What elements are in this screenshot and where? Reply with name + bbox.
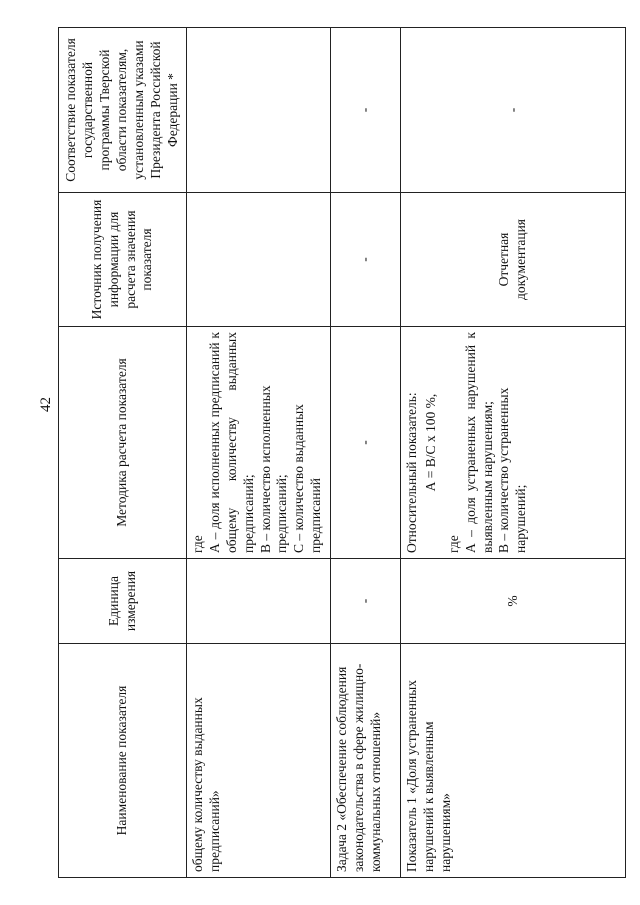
cell-compliance: [187, 28, 331, 193]
indicator-table: [58, 27, 626, 878]
method-line: С – количество выданных предписаний: [291, 404, 324, 553]
cell-name: Показатель 1 «Доля устраненных нарушений к выявленным нарушениям»: [401, 644, 626, 878]
cell-method: [187, 327, 331, 559]
cell-name: Задача 2 «Обеспечение соблюдения законодательства в сфере жилищно-коммунальных отношений»: [331, 644, 401, 878]
cell-unit: [187, 559, 331, 644]
cell-source: Отчетная документация: [401, 193, 626, 327]
method-line: где: [445, 535, 461, 553]
method-formula: А = В/С x 100 %,: [422, 393, 438, 492]
page-number: 42: [38, 397, 54, 412]
header-source: Источник получения информации для расчета значения показателя: [59, 193, 187, 327]
table-row: [401, 28, 626, 878]
cell-name: общему количеству выданных предписаний»: [187, 644, 331, 878]
rotated-page-content: [58, 28, 625, 878]
header-name: Наименование показателя: [59, 644, 187, 878]
cell-compliance: -: [401, 28, 626, 193]
header-unit: Единица измерения: [59, 559, 187, 644]
table-row: [187, 28, 331, 878]
method-line: В – количество исполненных предписаний;: [257, 385, 290, 553]
table-row: [331, 28, 401, 878]
cell-unit: -: [331, 559, 401, 644]
method-line: А – доля исполненных предписаний к общему количеству выданных предписаний;: [206, 332, 256, 553]
cell-method: [401, 327, 626, 559]
indicator-table-region: [58, 28, 625, 878]
cell-unit: %: [401, 559, 626, 644]
header-method: Методика расчета показателя: [59, 327, 187, 559]
cell-compliance: -: [331, 28, 401, 193]
cell-method: -: [331, 327, 401, 559]
cell-source: -: [331, 193, 401, 327]
method-intro: Относительный показатель:: [404, 392, 419, 553]
header-compliance: Соответствие показателя государственной программы Тверской области показателям, установленным указами Президента Российской Федерации *: [59, 28, 187, 193]
method-line: где: [190, 535, 205, 553]
cell-source: [187, 193, 331, 327]
method-line: А – доля устраненных нарушений к выявленным нарушениям;: [462, 332, 495, 553]
method-line: В – количество устраненных нарушений;: [496, 387, 529, 553]
table-header-row: [59, 28, 187, 878]
